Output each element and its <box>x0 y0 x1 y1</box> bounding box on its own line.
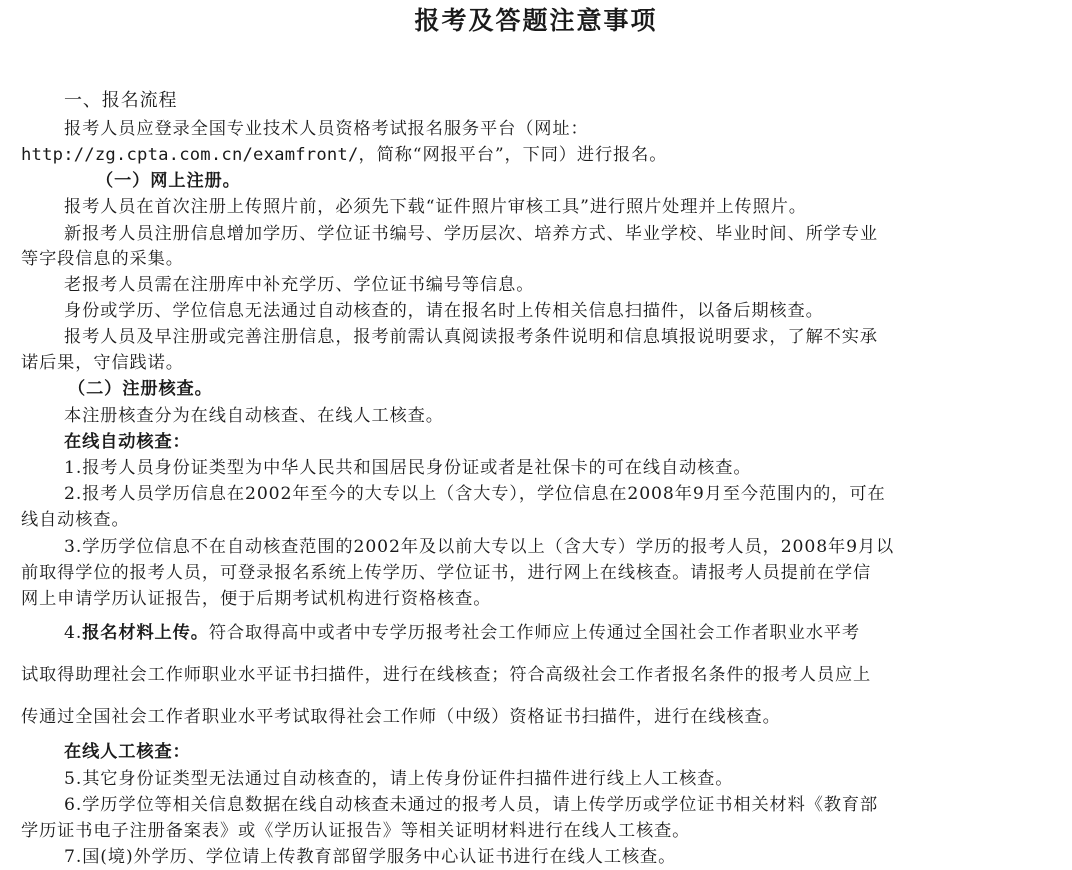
list-item-2-cont: 线自动核查。 <box>21 510 130 530</box>
section-heading-registration-process: 一、报名流程 <box>64 90 178 111</box>
list-item-3: 3.学历学位信息不在自动核查范围的2002年及以前大专以上（含大专）学历的报考人员，2008年9月以 <box>64 537 895 557</box>
list-item-6: 6.学历学位等相关信息数据在线自动核查未通过的报考人员，请上传学历或学位证书相关材料《教育部 <box>64 795 879 815</box>
paragraph-new-registrant-cont: 等字段信息的采集。 <box>21 249 184 269</box>
heading-online-manual-check: 在线人工核查： <box>64 742 191 762</box>
paragraph-platform-intro: 报考人员应登录全国专业技术人员资格考试报名服务平台（网址： <box>64 119 589 139</box>
paragraph-scan-upload: 身份或学历、学位信息无法通过自动核查的，请在报名时上传相关信息扫描件，以备后期核查。 <box>64 301 824 321</box>
heading-online-auto-check: 在线自动核查： <box>64 432 191 452</box>
list-item-5: 5.其它身份证类型无法通过自动核查的，请上传身份证件扫描件进行线上人工核查。 <box>64 769 734 789</box>
paragraph-early-registration-cont: 诺后果，守信践诺。 <box>21 353 184 373</box>
document-title: 报考及答题注意事项 <box>414 6 658 35</box>
list-item-3-cont-2: 网上申请学历认证报告，便于后期考试机构进行资格核查。 <box>21 589 492 609</box>
list-item-2: 2.报考人员学历信息在2002年至今的大专以上（含大专），学位信息在2008年9月至今范围内的，可在 <box>64 484 886 504</box>
list-item-1: 1.报考人员身份证类型为中华人民共和国居民身份证或者是社保卡的可在线自动核查。 <box>64 458 752 478</box>
subsection-heading-online-registration: （一）网上注册。 <box>96 171 241 191</box>
list-item-6-cont: 学历证书电子注册备案表》或《学历认证报告》等相关证明材料进行在线人工核查。 <box>21 821 691 841</box>
platform-url: http://zg.cpta.com.cn/examfront/ <box>21 145 359 165</box>
list-item-3-cont-1: 前取得学位的报考人员，可登录报名系统上传学历、学位证书，进行网上在线核查。请报考人员提前在学信 <box>21 563 872 583</box>
list-item-4-cont-2: 传通过全国社会工作者职业水平考试取得社会工作师（中级）资格证书扫描件，进行在线核查。 <box>21 707 781 727</box>
list-item-4: 4.报名材料上传。符合取得高中或者中专学历报考社会工作师应上传通过全国社会工作者职业水平考 <box>64 623 860 643</box>
material-upload-label: 报名材料上传。 <box>82 623 209 643</box>
paragraph-platform-intro-cont: http://zg.cpta.com.cn/examfront/，简称“网报平台”，下同）进行报名。 <box>21 145 668 165</box>
paragraph-old-registrant: 老报考人员需在注册库中补充学历、学位证书编号等信息。 <box>64 275 535 295</box>
paragraph-new-registrant: 新报考人员注册信息增加学历、学位证书编号、学历层次、培养方式、毕业学校、毕业时间、所学专业 <box>64 224 878 244</box>
paragraph-early-registration: 报考人员及早注册或完善注册信息，报考前需认真阅读报考条件说明和信息填报说明要求，了解不实承 <box>64 327 878 347</box>
paragraph-photo-upload: 报考人员在首次注册上传照片前，必须先下载“证件照片审核工具”进行照片处理并上传照片。 <box>64 197 807 217</box>
list-item-4-cont-1: 试取得助理社会工作师职业水平证书扫描件，进行在线核查；符合高级社会工作者报名条件的报考人员应上 <box>21 665 872 685</box>
paragraph-check-types: 本注册核查分为在线自动核查、在线人工核查。 <box>64 406 444 426</box>
subsection-heading-registration-check: （二）注册核查。 <box>68 379 213 399</box>
list-item-7: 7.国(境)外学历、学位请上传教育部留学服务中心认证书进行在线人工核查。 <box>64 847 677 867</box>
